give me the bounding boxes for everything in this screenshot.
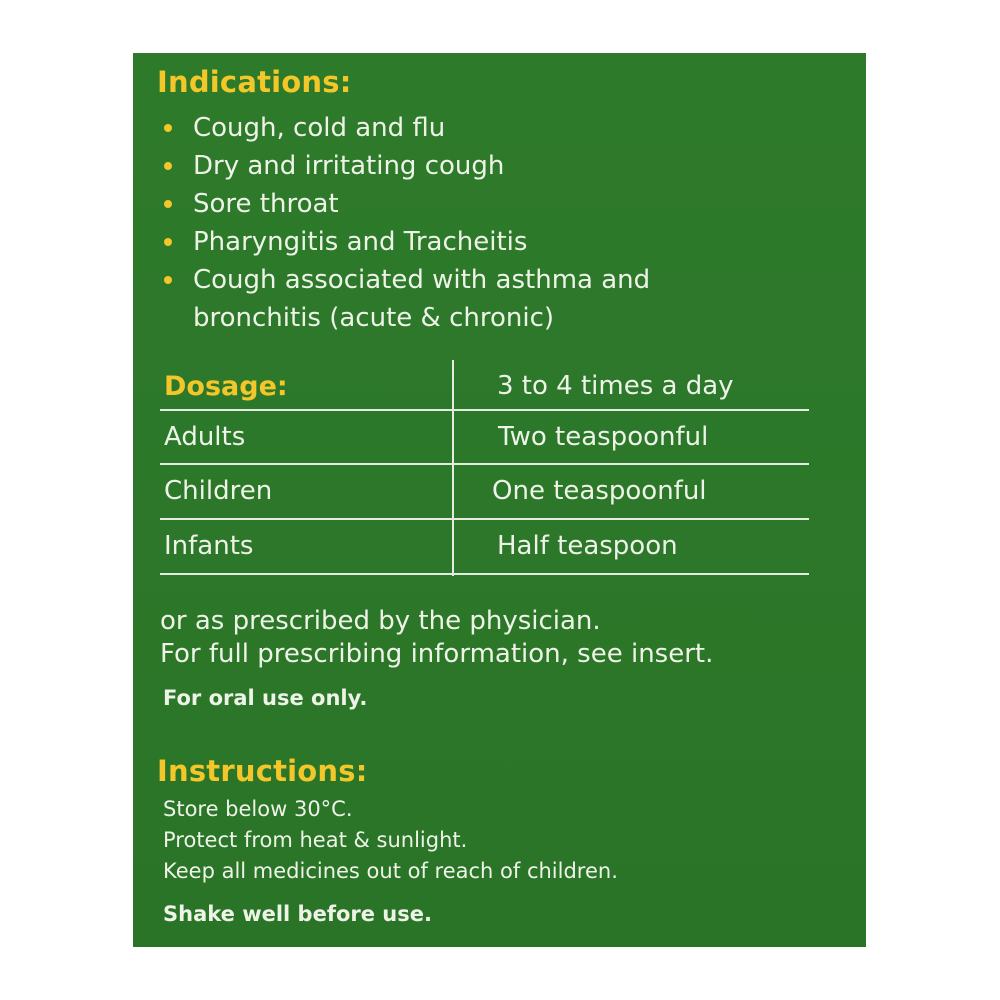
instruction-line: Keep all medicines out of reach of children. bbox=[163, 859, 618, 883]
indication-item bbox=[157, 109, 847, 147]
bullet-icon bbox=[164, 162, 172, 170]
dosage-heading: Dosage: bbox=[164, 371, 288, 402]
dosage-row-infants bbox=[160, 520, 809, 574]
dosage-row-children bbox=[160, 465, 809, 519]
indication-text: Cough, cold and flu bbox=[193, 113, 446, 143]
dosage-amount: One teaspoonful bbox=[492, 476, 707, 506]
table-column-divider bbox=[452, 360, 454, 576]
shake-note: Shake well before use. bbox=[163, 902, 432, 926]
indication-item bbox=[157, 223, 847, 261]
indication-text-continued: bronchitis (acute & chronic) bbox=[193, 303, 555, 333]
dosage-amount: Two teaspoonful bbox=[498, 422, 709, 452]
indication-text: Sore throat bbox=[193, 189, 339, 219]
bullet-icon bbox=[164, 238, 172, 246]
bullet-icon bbox=[164, 200, 172, 208]
instructions-heading: Instructions: bbox=[157, 754, 368, 788]
physician-note: or as prescribed by the physician. bbox=[160, 606, 601, 636]
indication-text: Pharyngitis and Tracheitis bbox=[193, 227, 528, 257]
indications-list bbox=[157, 109, 847, 337]
table-divider bbox=[160, 573, 809, 575]
indication-text: Cough associated with asthma and bbox=[193, 265, 651, 295]
indication-item bbox=[157, 147, 847, 185]
instruction-line: Protect from heat & sunlight. bbox=[163, 828, 468, 852]
bullet-icon bbox=[164, 124, 172, 132]
medicine-label-panel bbox=[133, 53, 866, 947]
instruction-line: Store below 30°C. bbox=[163, 797, 353, 821]
indication-item bbox=[157, 185, 847, 223]
oral-use-note: For oral use only. bbox=[163, 686, 368, 710]
dosage-row-adults bbox=[160, 411, 809, 465]
indications-heading: Indications: bbox=[157, 65, 352, 99]
bullet-icon bbox=[164, 276, 172, 284]
dosage-header-row bbox=[160, 360, 809, 414]
indication-text: Dry and irritating cough bbox=[193, 151, 505, 181]
insert-note: For full prescribing information, see insert. bbox=[160, 639, 714, 669]
dosage-amount: Half teaspoon bbox=[497, 531, 678, 561]
dosage-frequency: 3 to 4 times a day bbox=[497, 371, 734, 401]
dosage-group: Adults bbox=[164, 422, 246, 452]
indication-item bbox=[157, 261, 847, 337]
dosage-table bbox=[160, 360, 809, 578]
dosage-group: Infants bbox=[164, 531, 254, 561]
dosage-group: Children bbox=[164, 476, 273, 506]
